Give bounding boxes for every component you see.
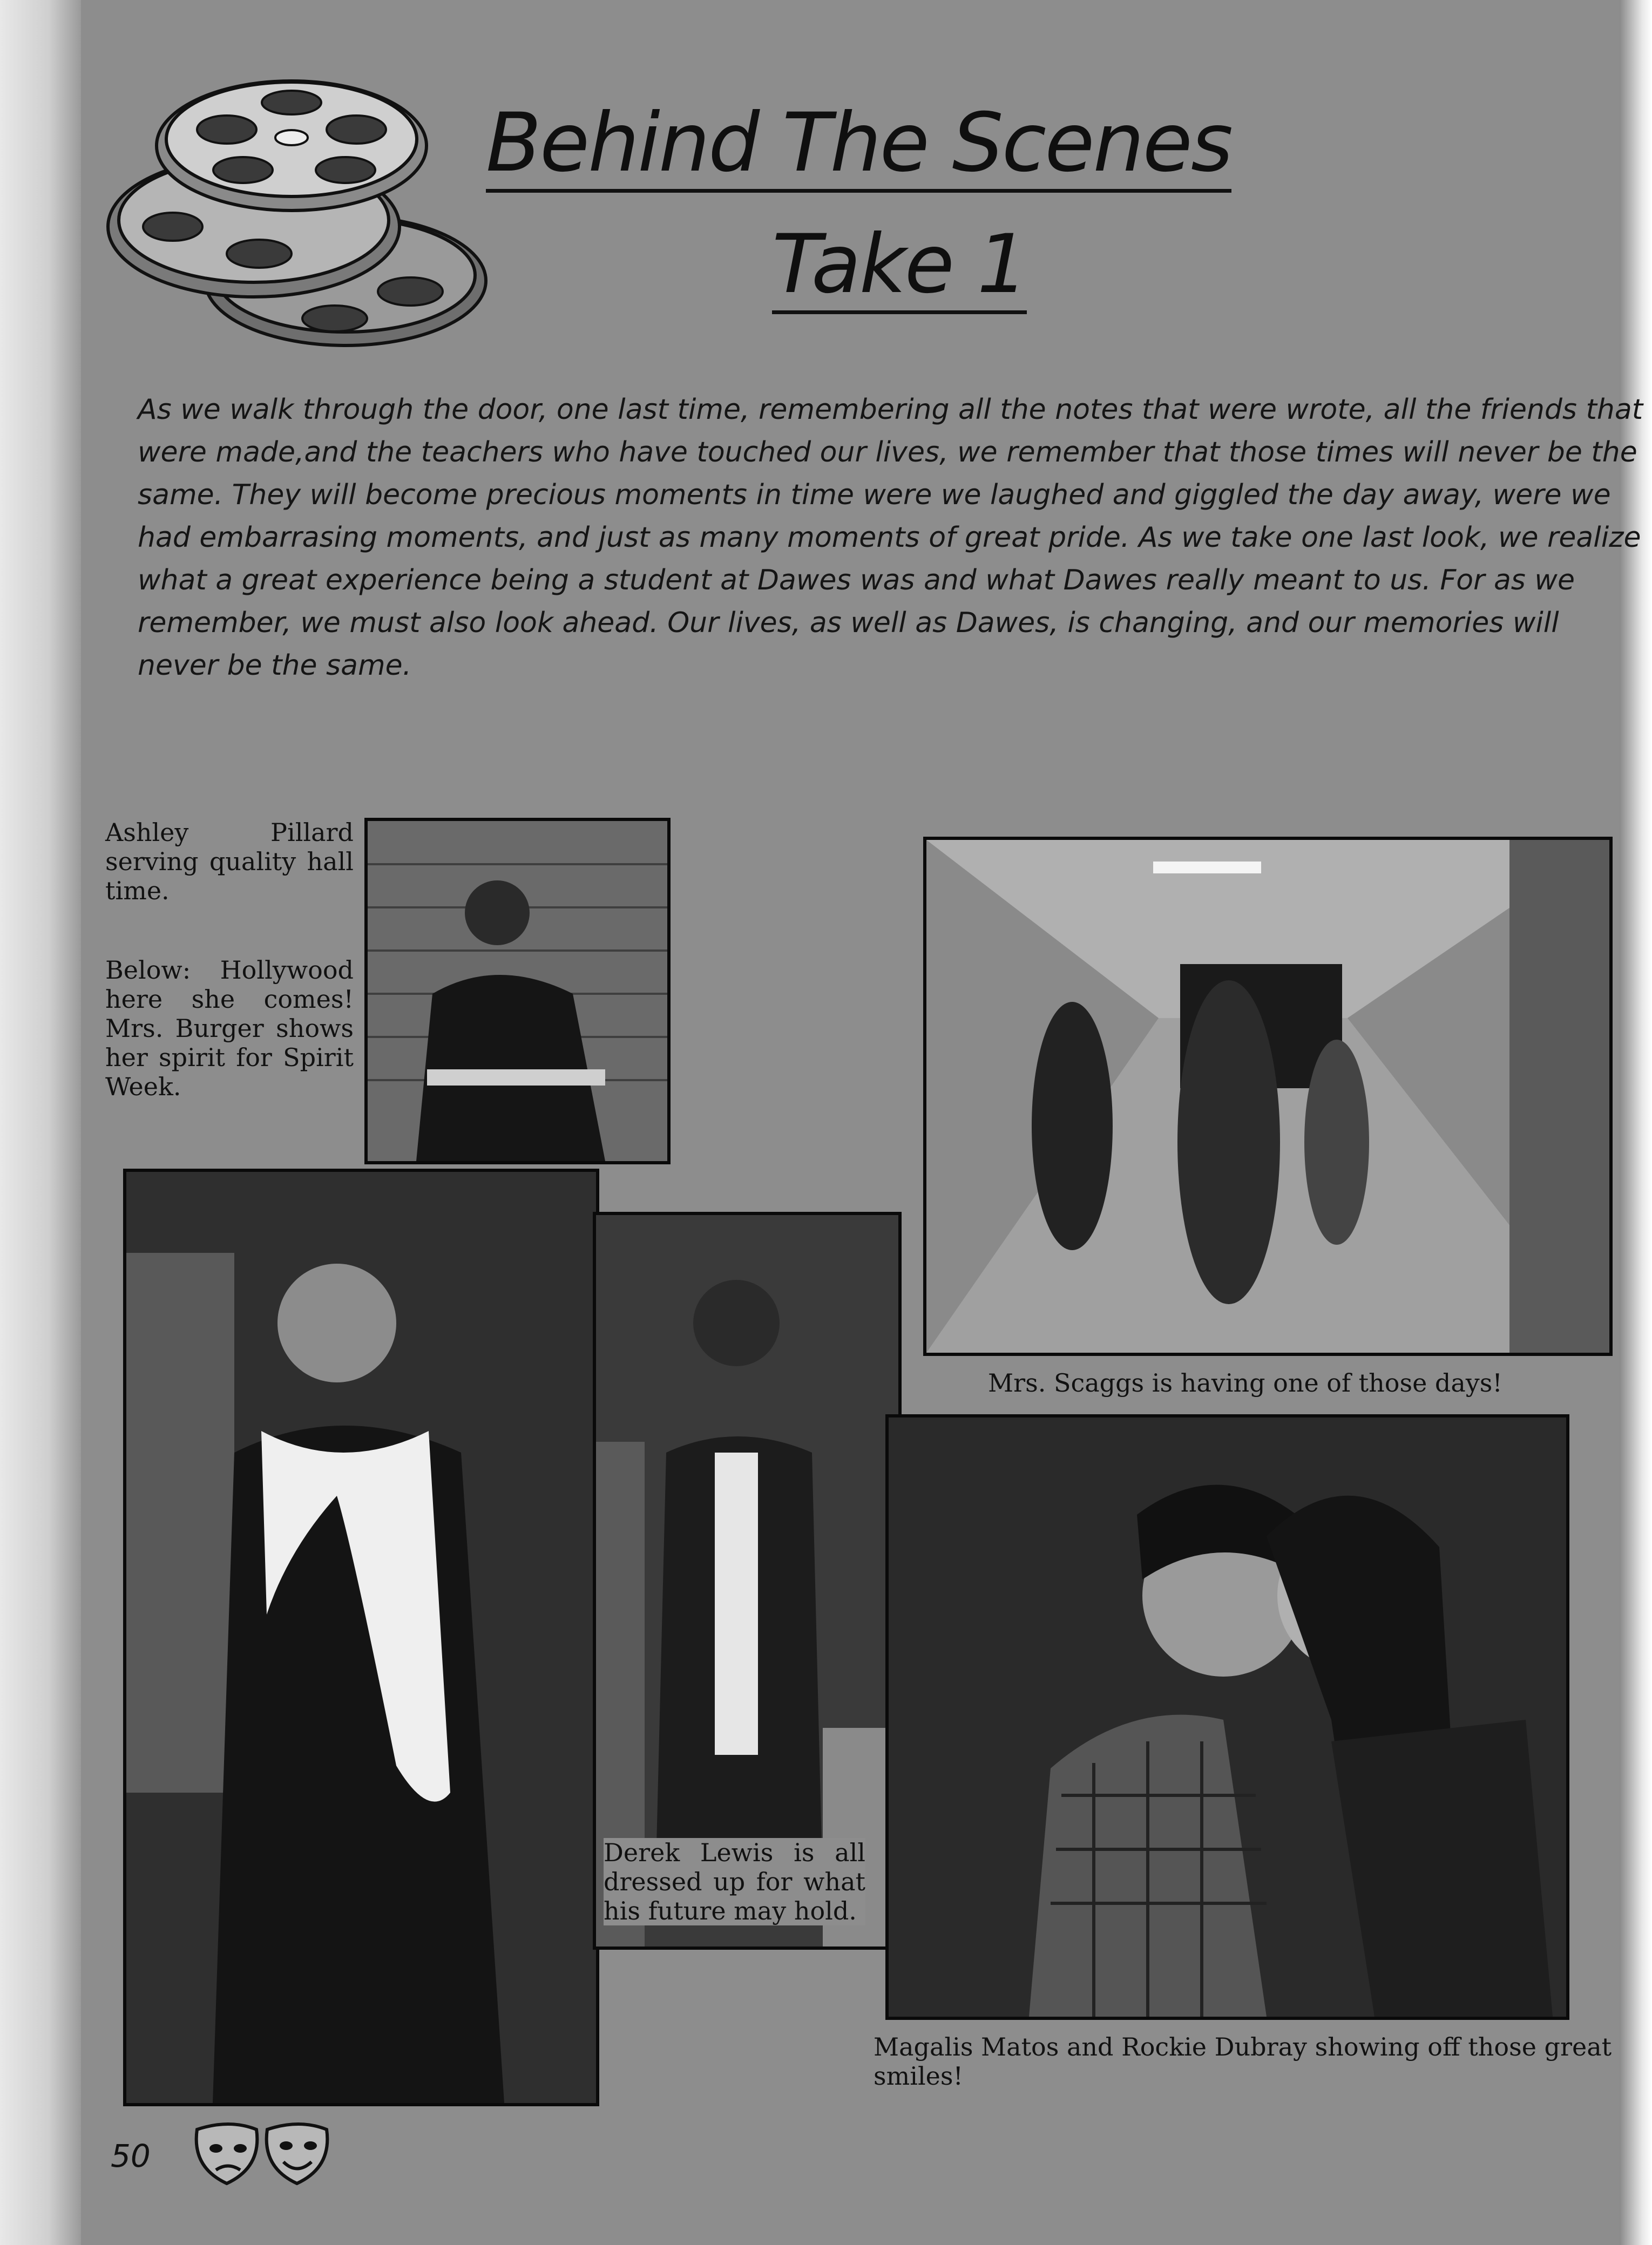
page-subtitle: Take 1 [772, 219, 1027, 314]
caption-scaggs: Mrs. Scaggs is having one of those days! [988, 1368, 1502, 1398]
page-number: 50 [111, 2138, 151, 2174]
intro-paragraph: As we walk through the door, one last time, remembering all the notes that were wrote, all the friends that were made,and the teachers who have touched our lives, we remember that those times will never be the same. They will become precious moments in time were we laughed and giggled the day away, were we had embarrasing moments, and just as many moments of great pride. As we take one last look, we realize what a great experience being a student at Dawes was and what Dawes really meant to us. For as we remember, we must also look ahead. Our lives, as well as Dawes, is changing, and our memories will never be the same. [138, 394, 1643, 682]
page-binding-left [0, 0, 81, 2245]
page-title: Behind The Scenes [486, 97, 1231, 193]
photo-mrs-scaggs [923, 837, 1613, 1356]
photo-mrs-burger [123, 1169, 599, 2106]
caption-burger: Below: Hollywood here she comes! Mrs. Burger shows her spirit for Spirit Week. [105, 955, 354, 1101]
caption-derek: Derek Lewis is all dressed up for what his future may hold. [604, 1838, 865, 1925]
photo-ashley-pillard [364, 818, 671, 1164]
photo-magalis-rockie [885, 1414, 1569, 2020]
caption-ashley: Ashley Pillard serving quality hall time. [105, 818, 354, 905]
film-reels-icon [76, 65, 497, 367]
caption-magalis: Magalis Matos and Rockie Dubray showing off those great smiles! [874, 2032, 1612, 2091]
drama-masks-icon [186, 2119, 348, 2189]
page-binding-right [1620, 0, 1652, 2245]
